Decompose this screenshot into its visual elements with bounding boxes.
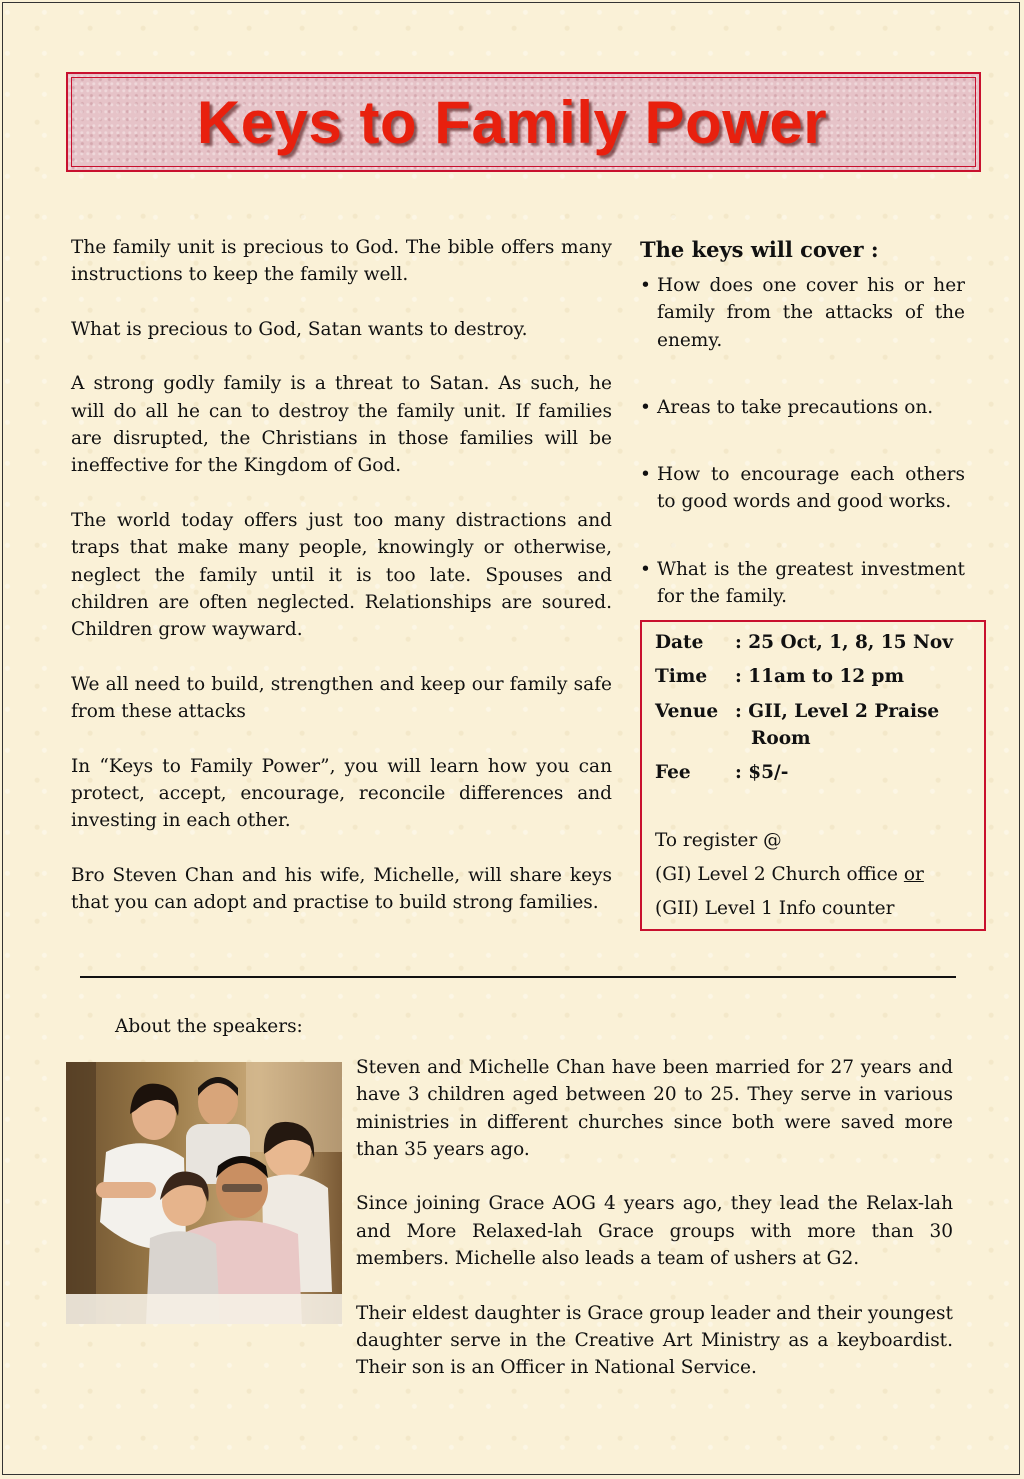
intro-paragraph: The family unit is precious to God. The bible offers many instructions to keep the family well. (71, 237, 612, 286)
bio-paragraph: Since joining Grace AOG 4 years ago, they lead the Relax-lah and More Relaxed-lah Grace groups with more than 30 members. Michelle also leads a team of ushers at G2. (356, 1193, 953, 1270)
list-item: • How does one cover his or her family from the attacks of the enemy. (640, 272, 965, 354)
register-option-2: (GII) Level 1 Info counter (655, 898, 895, 919)
keys-list (640, 272, 965, 610)
event-fee: Fee : $5/- (655, 762, 789, 783)
keys-heading: The keys will cover : (640, 237, 879, 262)
bullet-icon: • (640, 558, 651, 580)
list-item: • What is the greatest investment for the family. (640, 556, 965, 611)
intro-paragraph: A strong godly family is a threat to Satan. As such, he will do all he can to destroy the family unit. If families are disrupted, the Christians in those families will be ineffective for the Kingdom of God. (71, 373, 612, 477)
bio-paragraph: Steven and Michelle Chan have been married for 27 years and have 3 children aged between 20 to 25. They serve in various ministries in different churches since both were saved more than 35 years ago. (356, 1057, 953, 1160)
bullet-icon: • (640, 396, 651, 418)
event-time: Time : 11am to 12 pm (655, 666, 905, 687)
page-title: Keys to Family Power (196, 89, 828, 156)
bullet-icon: • (640, 464, 651, 486)
bio-paragraph: Their eldest daughter is Grace group leader and their youngest daughter serve in the Creative Art Ministry as a keyboardist. Their son is an Officer in National Service. (356, 1302, 953, 1379)
event-venue: Venue : GII, Level 2 Praise (655, 701, 940, 722)
intro-paragraph: What is precious to God, Satan wants to destroy. (71, 318, 528, 340)
list-item: • Areas to take precautions on. (640, 394, 965, 421)
keys-section (640, 234, 965, 650)
bullet-icon: • (640, 275, 651, 296)
speaker-bio (356, 1054, 953, 1409)
intro-paragraph: In “Keys to Family Power”, you will learn how you can protect, accept, encourage, reconcile differences and investing in each other. (71, 755, 612, 832)
register-option-1: (GI) Level 2 Church office or (655, 864, 924, 885)
list-item: • How to encourage each others to good words and good works. (640, 461, 965, 516)
section-divider (80, 976, 956, 978)
family-photo (66, 1062, 342, 1324)
event-venue-cont: Room (751, 728, 811, 749)
intro-paragraph: The world today offers just too many distractions and traps that make many people, knowingly or otherwise, neglect the family until it is too late. Spouses and children are often neglected. Relationships are soured. Children grow wayward. (71, 509, 612, 641)
intro-column (71, 234, 612, 944)
event-date: Date : 25 Oct, 1, 8, 15 Nov (655, 632, 953, 653)
intro-paragraph: We all need to build, strengthen and keep our family safe from these attacks (71, 673, 612, 723)
about-heading: About the speakers: (115, 1016, 303, 1037)
register-heading: To register @ (655, 830, 782, 851)
intro-paragraph: Bro Steven Chan and his wife, Michelle, will share keys that you can adopt and practise to build strong families. (71, 864, 612, 914)
